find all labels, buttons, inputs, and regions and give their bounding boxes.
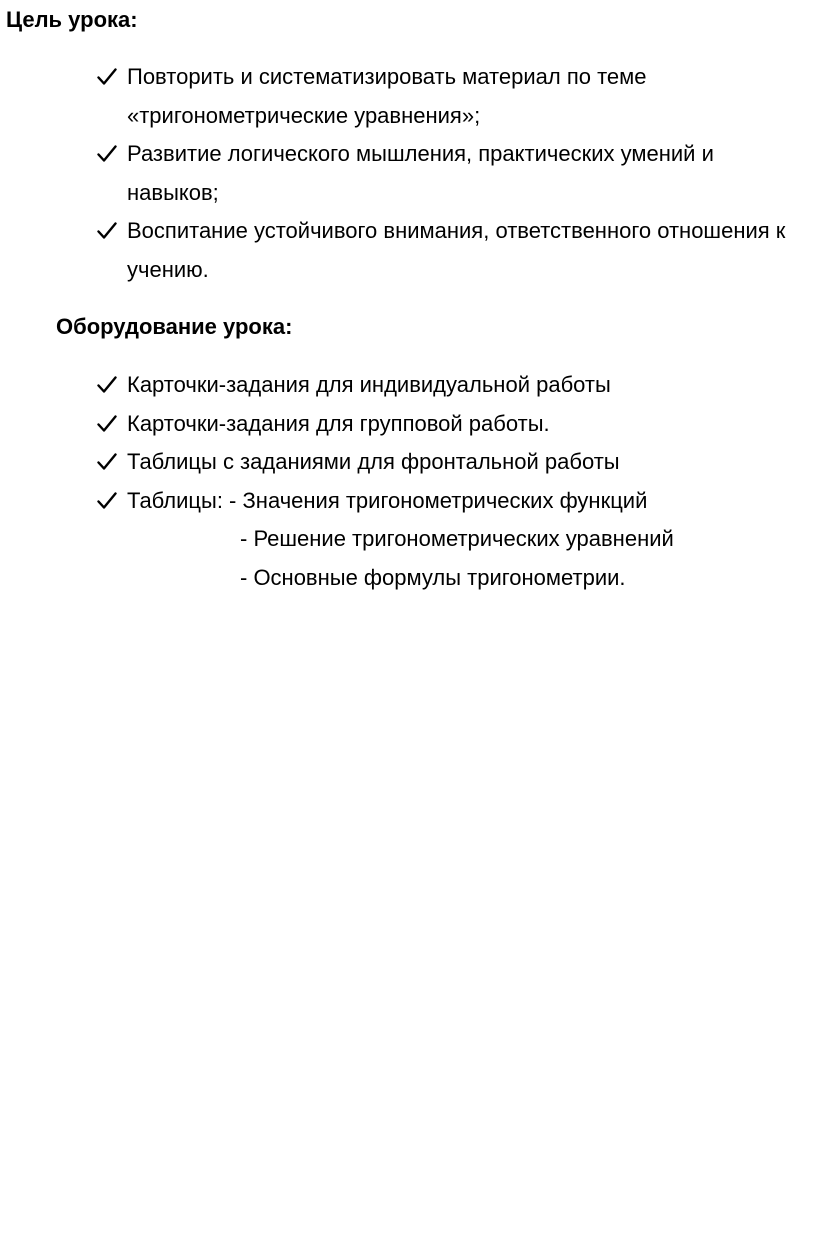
list-item [0, 366, 807, 405]
checkmark-icon [97, 405, 119, 443]
equipment-item-text: Таблицы с заданиями для фронтальной работы [127, 449, 620, 474]
equipment-item-text: Карточки-задания для групповой работы. [127, 410, 550, 436]
equipment-list [0, 366, 807, 597]
goal-item-text: Развитие логического мышления, практических умений и навыков; [127, 141, 714, 205]
checkmark-icon [97, 482, 119, 520]
list-item [0, 135, 807, 212]
equipment-sub-item: - Основные формулы тригонометрии. [240, 564, 626, 590]
list-item [0, 443, 807, 482]
list-item [0, 405, 807, 444]
goal-heading: Цель урока: [6, 7, 138, 32]
checkmark-icon [97, 135, 119, 173]
goal-item-text: Повторить и систематизировать материал по теме «тригонометрические уравнения»; [127, 64, 647, 128]
checkmark-icon [97, 366, 119, 404]
checkmark-icon [97, 212, 119, 250]
goal-item-text: Воспитание устойчивого внимания, ответственного отношения к учению. [127, 218, 786, 282]
goal-list [0, 58, 807, 289]
equipment-item-text: Таблицы: - Значения тригонометрических функций [127, 487, 648, 513]
list-item [0, 482, 807, 598]
equipment-heading: Оборудование урока: [56, 314, 293, 339]
equipment-sub-item: - Решение тригонометрических уравнений [240, 526, 674, 551]
checkmark-icon [97, 58, 119, 96]
checkmark-icon [97, 443, 119, 481]
equipment-item-text: Карточки-задания для индивидуальной работы [127, 372, 611, 397]
list-item [0, 58, 807, 135]
list-item [0, 212, 807, 289]
